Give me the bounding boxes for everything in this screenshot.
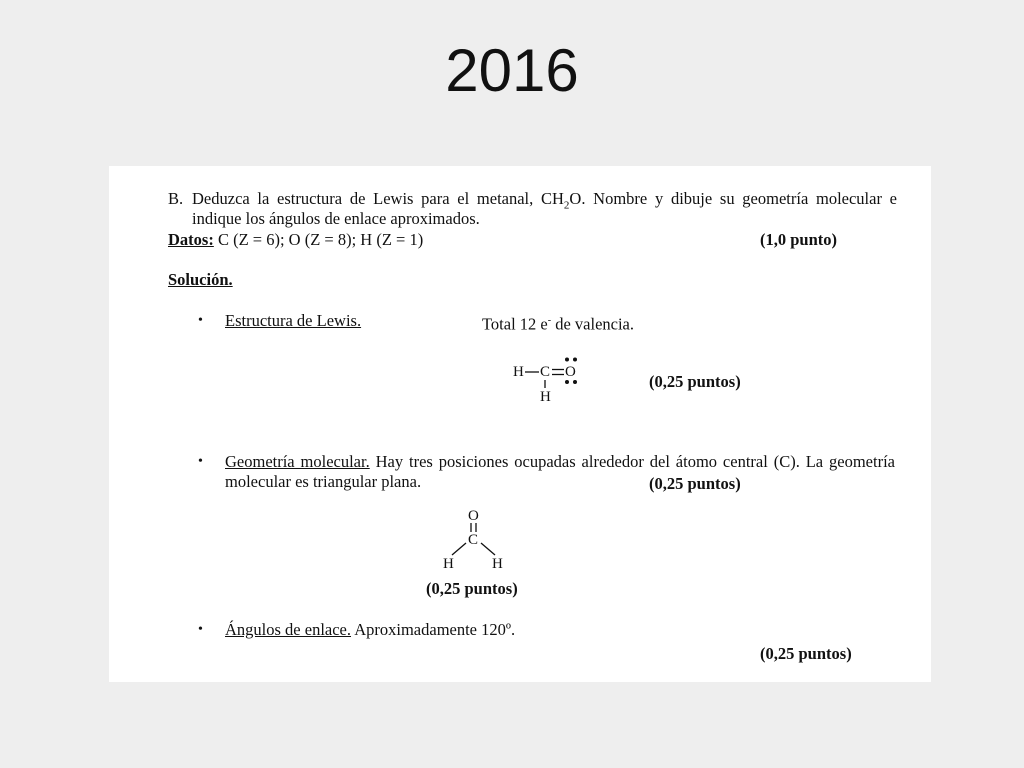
document-page [109,166,931,682]
question-line-2: indique los ángulos de enlace aproximados. [192,209,480,228]
geometry-points: (0,25 puntos) [649,474,741,493]
lone-pair-dot [573,358,577,362]
lewis-atom-h-left: H [513,364,524,380]
bond-c-h-right [481,543,495,555]
angles-title: Ángulos de enlace. [225,620,351,639]
datos-text: C (Z = 6); O (Z = 8); H (Z = 1) [213,230,424,249]
geometry-title: Geometría molecular. [225,452,370,471]
question-label: B. [168,189,184,208]
geometry-bonds [109,166,110,167]
bullet-1: • [198,313,203,328]
slide-title: 2016 [445,37,579,104]
bullet-2: • [198,454,203,469]
lewis-atom-h-bottom: H [540,389,551,405]
geom-atom-o: O [468,508,479,524]
bullet-3: • [198,622,203,637]
question-total-points: (1,0 punto) [760,230,838,249]
valence-electrons [482,311,634,335]
datos-line [168,230,423,250]
question-subscript: 2 [563,199,570,212]
angles-text: Aproximadamente 120º. [351,620,516,639]
lewis-points: (0,25 puntos) [649,372,741,391]
valence-text-a: Total 12 e [482,314,548,334]
angles-points: (0,25 puntos) [760,644,852,663]
solution-heading: Solución. [168,270,233,289]
angles-line [225,620,515,640]
valence-superscript: - [547,315,552,326]
geometry-paragraph [225,452,895,492]
bond-c-h-left [452,543,466,555]
lone-pair-dot [565,358,569,362]
lone-pair-dot [565,380,569,384]
lone-pair-dot [573,380,577,384]
geometry-text: Hay tres posiciones ocupadas alrededor del átomo central (C). La geometría molecular es triangular plana. [225,452,895,491]
datos-label: Datos: [168,230,214,249]
question-text-b: O. Nombre y dibuje su geometría molecular e [569,189,898,208]
geom-atom-c: C [468,532,479,548]
lewis-atom-o: O [565,364,576,380]
valence-text-b: de valencia. [551,314,635,334]
geom-atom-h-left: H [443,556,454,572]
lewis-atom-c: C [540,364,551,380]
geom-atom-h-right: H [492,556,503,572]
geometry-diagram-points: (0,25 puntos) [426,579,518,598]
lewis-title: Estructura de Lewis. [225,311,362,330]
question-text-a: Deduzca la estructura de Lewis para el metanal, CH [192,189,564,208]
